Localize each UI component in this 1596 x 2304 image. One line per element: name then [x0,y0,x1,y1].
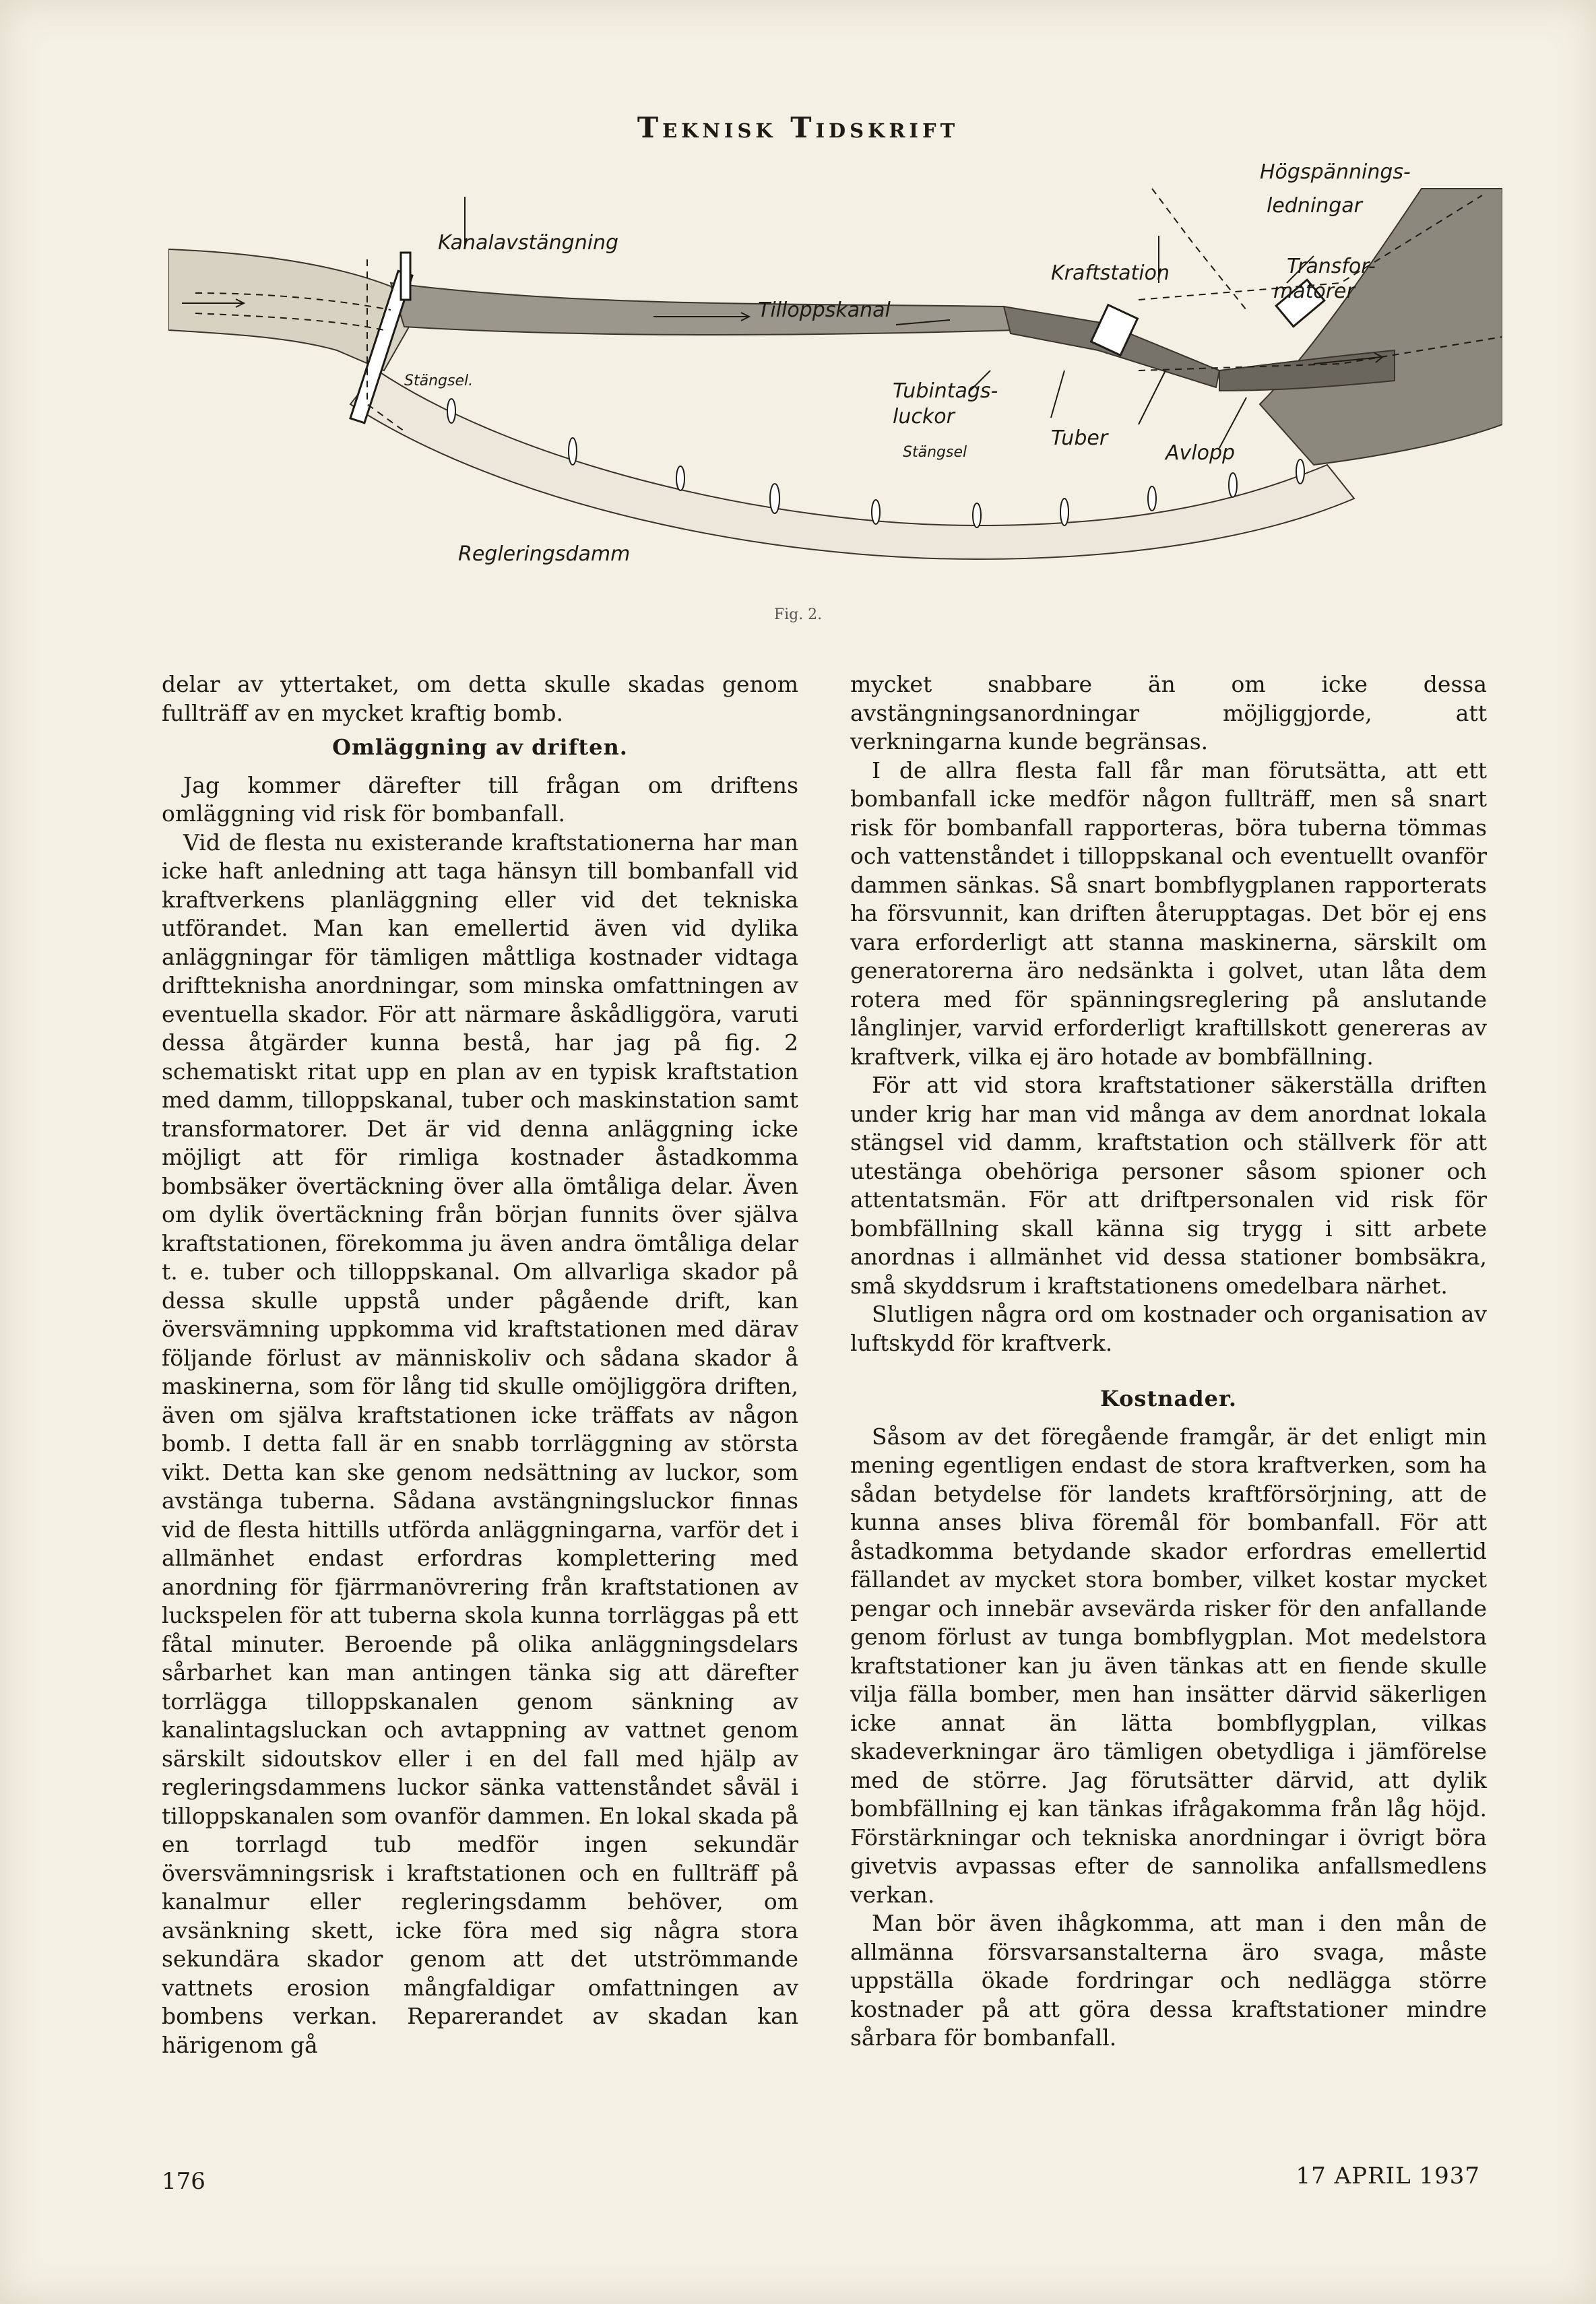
canal-gate [401,253,410,300]
figure-caption: Fig. 2. [773,606,823,623]
label-hogspanningsledningar-2: ledningar [1267,194,1362,218]
page-number: 176 [162,2168,205,2195]
intake-canal [391,283,1017,335]
paragraph: Slutligen några ord om kostnader och organisation av luftskydd för kraftverk. [850,1301,1487,1356]
paragraph: mycket snabbare än om icke dessa avstängningsanordningar möjliggjorde, att verkningarna kunde begränsas. [850,671,1487,755]
paragraph: Vid de flesta nu existerande kraftstationerna har man icke haft anledning att taga hänsyn till bombanfall vid kraftverkens planläggning eller vid det tekniska utförandet. Man kan emellertid även vid dylika anläggningar för tämligen måttliga kostnader vidtaga driftteknisha anordningar, som minska omfattningen av eventuella skador. För att närmare åskådliggöra, varuti dessa åtgärder kunna bestå, har jag på fig. 2 schematiskt ritat upp en plan av en typisk kraftstation med damm, tilloppskanal, tuber och maskinstation samt transformatorer. Det är vid denna anläggning icke möjligt att för rimliga kostnader åstadkomma bombsäker övertäckning över alla ömtåliga delar. Även om dylik övertäckning från början funnits över själva kraftstationen, förekomma ju även andra ömtåliga delar t. e. tuber och tilloppskanal. Om allvarliga skador på dessa skulle uppstå under pågående drift, kan översvämning uppkomma vid kraftstationen med därav följande förlust av människoliv och sådana skador å maskinerna, som för lång tid skulle omöjliggöra driften, även om själva kraftstationen icke träffats av någon bomb. I detta fall är en snabb torrläggning av största vikt. Detta kan ske genom nedsättning av luckor, som avstänga tuberna. Sådana avstängningsluckor finnas vid de flesta hittills utförda anläggningarna, varför det i allmänhet endast erfordras komplettering med anordning för fjärrmanövrering från kraftstationen av luckspelen för att tuberna skola kunna torrläggas på ett fåtal minuter. Beroende på olika anläggningsdelars sårbarhet kan man antingen tänka sig att därefter torrlägga tilloppskanalen genom sänkning av kanalintagsluckan och avtappning av vattnet genom särskilt sidoutskov eller i en del fall med hjälp av regleringsdammens luckor sänka vattenståndet såväl i tilloppskanalen som ovanför dammen. En lokal skada på en torrlagd tub medför ingen sekundär översvämningsrisk i kraftstationen och en fullträff på kanalmur eller regleringsdamm behöver, om avsänkning skett, icke föra med sig några stora sekundära skador genom att det utströmmande vattnets erosion mångfaldigar omfattningen av bombens verkan. Reparerandet av skadan kan härigenom gå [162,829,798,2058]
label-tuber: Tuber [1051,426,1108,450]
paragraph: Såsom av det föregående framgår, är det enligt min mening egentligen endast de stora kraftverken, som ha sådan betydelse för landets kraftförsörjning, att de kunna anses bliva föremål för bombanfall. För att åstadkomma betydande skador erfordras emellertid fällandet av mycket stora bomber, vilket kostar mycket pengar och innebär avsevärda risker för den anfallande genom förlust av tunga bombflygplan. Mot medelstora kraftstationer kan ju även tänkas att en fiende skulle vilja fälla bomber, men han insätter därvid säkerligen icke annat än lätta bombflygplan, vilkas skadeverkningar äro tämligen obetydliga i jämförelse med de större. Jag förutsätter därvid, att dylik bombfällning ej kan tänkas ifrågakomma från låg höjd. Förstärkningar och tekniska anordningar i övrigt böra givetvis avpassas efter de sannolika anfallsmedlens verkan. [850,1423,1487,1908]
paragraph: Man bör även ihågkomma, att man i den mån de allmänna försvarsanstalterna äro svaga, måste uppställa ökade fordringar och nedlägga större kostnader på att göra dessa kraftstationer mindre sårbara för bombanfall. [850,1910,1487,2051]
label-tubintagsluckor-1: Tubintags- [893,379,998,403]
paragraph: För att vid stora kraftstationer säkerställa driften under krig har man vid många av dem anordnat lokala stängsel vid damm, kraftstation och ställverk för att utestänga obehöriga personer såsom spioner och attentatsmän. För att driftpersonalen vid risk för bombfällning skall känna sig trygg i sitt arbete anordnas i allmänhet vid dessa stationer bombsäkra, små skyddsrum i kraftstationens omedelbara närhet. [850,1072,1487,1299]
label-stangsel-right: Stängsel [903,444,967,461]
downstream-river [1260,189,1502,465]
issue-date: 17 APRIL 1937 [1296,2163,1480,2189]
power-station-plan-diagram [168,148,1502,579]
label-tubintagsluckor-2: luckor [893,405,955,428]
label-transformatorer-2: matorer [1273,280,1355,303]
label-transformatorer-1: Transfor- [1287,255,1376,278]
paragraph: delar av yttertaket, om detta skulle skadas genom fullträff av en mycket kraftig bomb. [162,671,798,726]
paragraph: Jag kommer därefter till frågan om driftens omläggning vid risk för bombanfall. [162,771,798,827]
section-heading: Omläggning av driften. [332,734,628,760]
label-stangsel-left: Stängsel. [404,373,474,389]
label-kraftstation: Kraftstation [1051,261,1170,285]
label-kanalavstangning: Kanalavstängning [438,231,619,255]
journal-title: Teknisk Tidskrift [637,111,959,144]
label-regleringsdamm: Regleringsdamm [458,542,631,566]
label-tilloppskanal: Tilloppskanal [758,298,891,322]
right-column [850,670,1487,2053]
label-avlopp: Avlopp [1166,441,1236,465]
paragraph: I de allra flesta fall får man förutsätta, att ett bombanfall icke medför någon fullträff, men så snart risk för bombanfall rapporteras, böra tuberna tömmas och vattenståndet i tilloppskanal och eventuellt ovanför dammen sänkas. Så snart bombflygplanen rapporterats ha försvunnit, kan driften återupptagas. Det bör ej ens vara erforderligt att stanna maskinerna, särskilt om generatorerna äro nedsänkta i golvet, utan låta dem rotera med för spänningsreglering på anslutande långlinjer, varvid erforderligt kraftillskott genereras av kraftverk, vilka ej äro hotade av bombfällning. [850,757,1487,1070]
natural-riverbed [350,371,1354,559]
label-hogspanningsledningar-1: Högspännings- [1260,160,1411,184]
left-column [162,670,798,2059]
section-heading: Kostnader. [1099,1386,1238,1411]
